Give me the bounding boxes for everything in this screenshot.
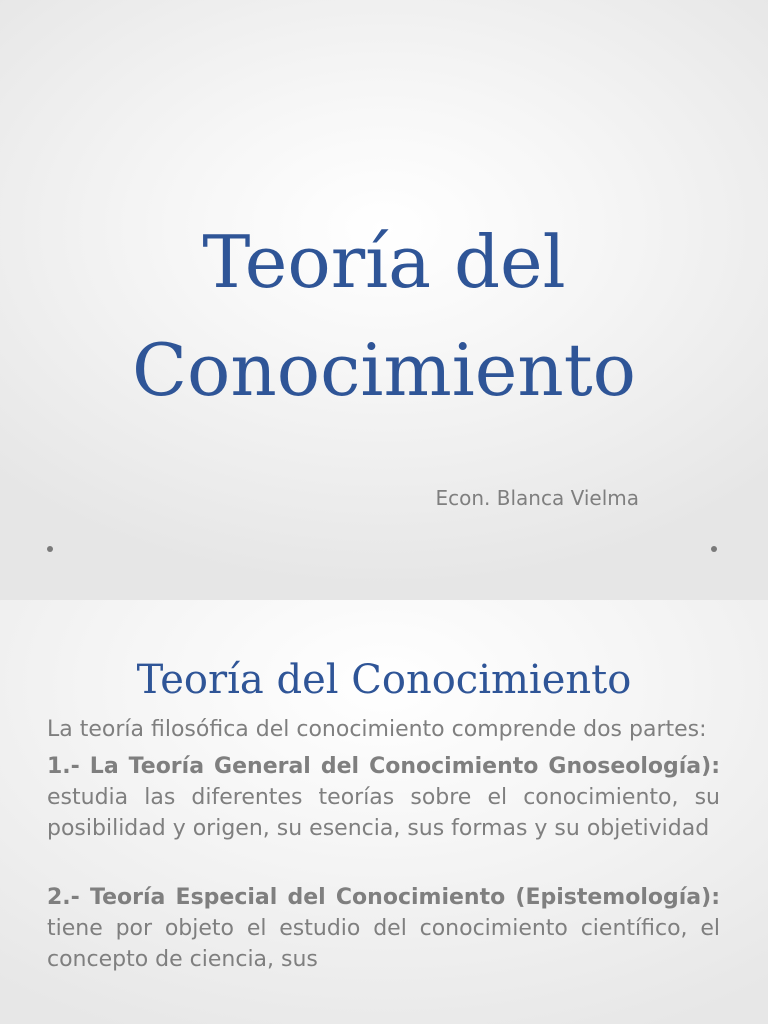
content-slide	[0, 600, 768, 1024]
slide-title	[0, 208, 768, 424]
item-2-heading: 2.- Teoría Especial del Conocimiento (Epistemología):	[47, 885, 720, 910]
paragraph-spacer	[47, 850, 720, 882]
item-1-paragraph	[47, 751, 720, 844]
item-2-paragraph	[47, 882, 720, 975]
author-name: Econ. Blanca Vielma	[435, 486, 639, 510]
item-1-heading: 1.- La Teoría General del Conocimiento Gnoseología):	[47, 754, 720, 779]
slide-body	[47, 714, 720, 981]
item-2-text: tiene por objeto el estudio del conocimiento científico, el concepto de ciencia, sus	[47, 916, 720, 972]
intro-paragraph: La teoría filosófica del conocimiento comprende dos partes:	[47, 717, 707, 742]
title-line-2: Conocimiento	[131, 328, 637, 412]
slide-heading: Teoría del Conocimiento	[136, 657, 632, 703]
item-1-text: estudia las diferentes teorías sobre el conocimiento, su posibilidad y origen, su esencia, sus formas y su objetividad	[47, 785, 720, 841]
bullet-dot-left	[47, 546, 53, 552]
title-line-1: Teoría del	[202, 220, 566, 304]
bullet-dot-right	[711, 546, 717, 552]
